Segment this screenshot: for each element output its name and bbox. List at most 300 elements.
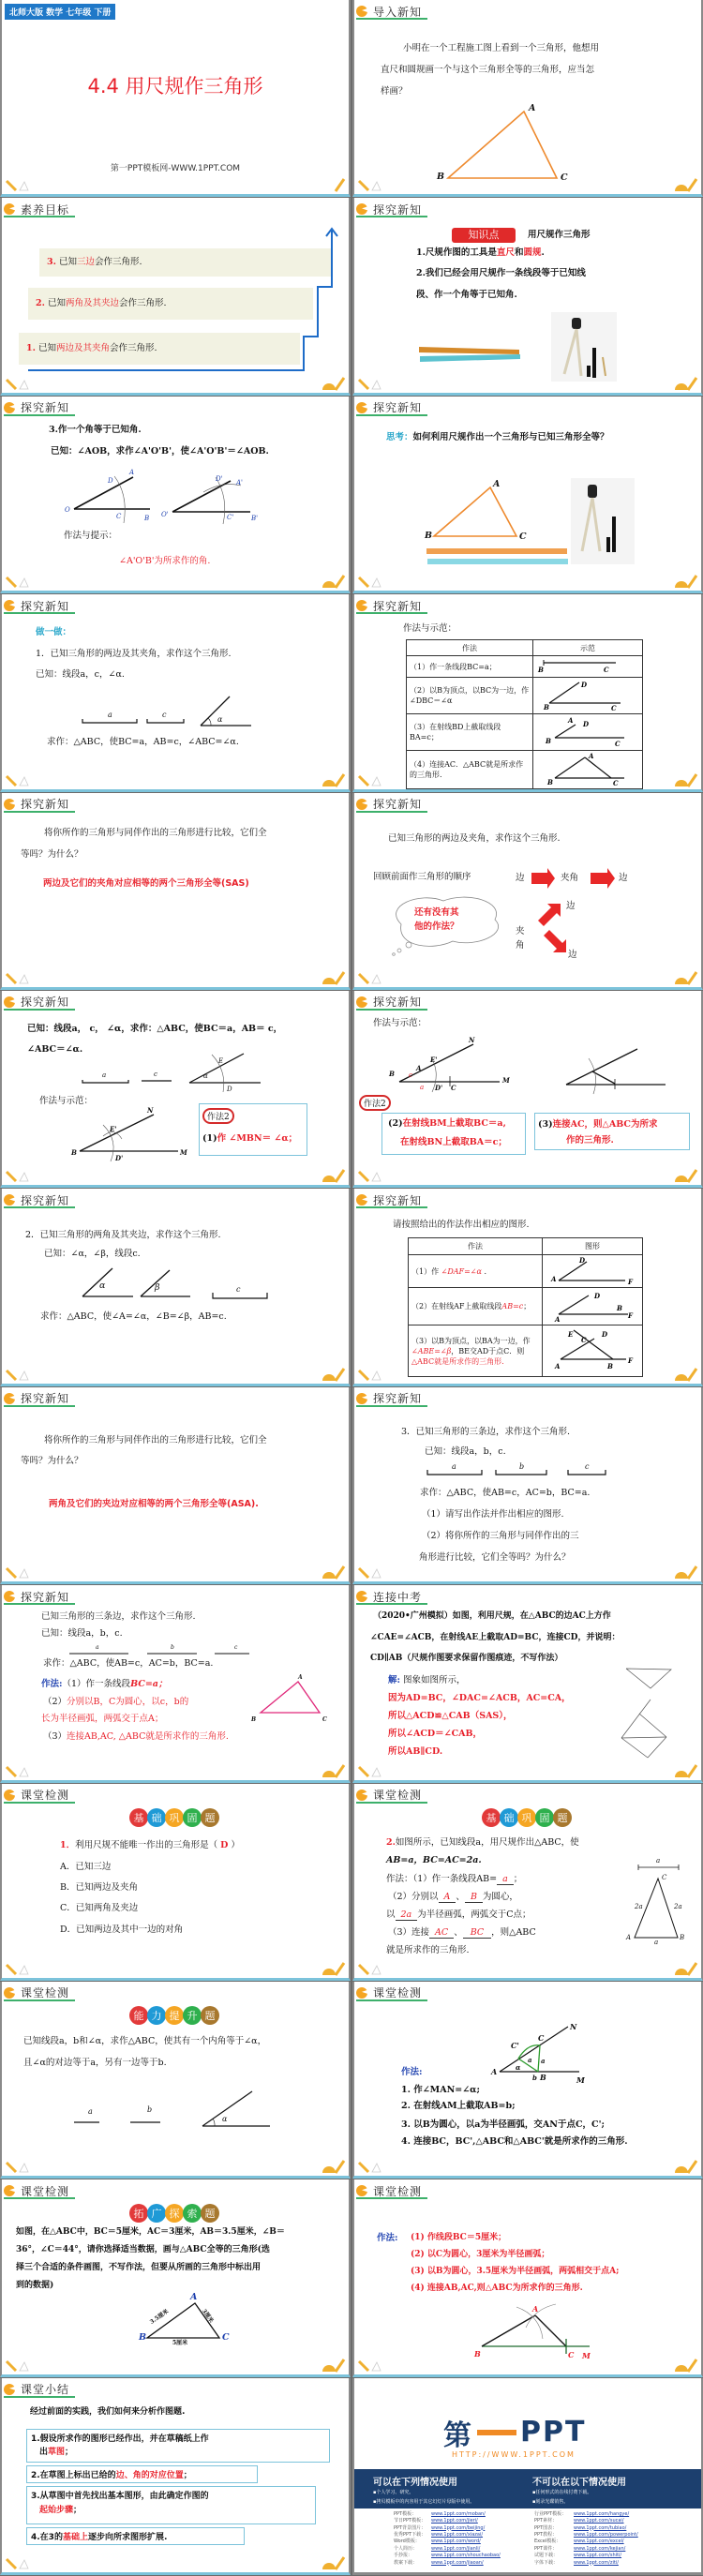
angle-label: α (222, 2114, 228, 2123)
section-header: 探究新知 (356, 798, 427, 813)
link-powerpoint[interactable]: www.1ppt.com/powerpoint/ (574, 2531, 638, 2538)
protractor-pencil-icon (321, 2555, 345, 2570)
point-label: B (389, 1069, 395, 1078)
point-label: B (144, 514, 150, 522)
fill-step-4: （3）连接 AC 、 BC ，则△ABC (388, 1926, 536, 1938)
pencil-pyramid-icon (358, 1369, 382, 1382)
svg-text:F: F (628, 1356, 633, 1366)
angle-label: α (217, 715, 223, 725)
asa-conclusion: 两角及它们的夹边对应相等的两个三角形全等(ASA). (49, 1498, 259, 1509)
figure-cell (543, 1325, 643, 1377)
solution-figure (354, 2179, 703, 2376)
svg-text:C: C (615, 740, 621, 749)
slide-sss-question[interactable] (352, 1387, 703, 1584)
slide-asa-conclusion[interactable] (0, 1387, 351, 1584)
pie-icon (356, 203, 367, 215)
extension-badge: 拓 广 探 索 题 (130, 2204, 219, 2223)
slide-method2-step1[interactable] (0, 991, 351, 1188)
point-label: C (451, 1083, 456, 1092)
link-tubiao[interactable]: www.1ppt.com/tubiao/ (574, 2524, 627, 2531)
point-label: A (190, 2292, 198, 2303)
point-label: D (108, 476, 113, 485)
segment-label: a (541, 2056, 546, 2065)
sub-question: 角形进行比较，它们全等吗？为什么？ (419, 1551, 571, 1563)
pencil-pyramid-icon (358, 1170, 382, 1183)
pencil-pyramid-icon (6, 179, 30, 192)
point-label: B (540, 2072, 546, 2082)
link-shouchaobao[interactable]: www.1ppt.com/shouchaobao/ (431, 2553, 501, 2559)
pencil-pyramid-icon (6, 2557, 30, 2570)
svg-text:D: D (583, 720, 590, 729)
link-jieri[interactable]: www.1ppt.com/jieri/ (431, 2518, 478, 2524)
point-label: A (529, 103, 536, 113)
links-left: PPT模板： www.1ppt.com/moban/ 节日PPT模板： www.1ppt.com/jieri/ PPT背景图片： www.1ppt.com/beijing/ 优秀PPT下载： www.1ppt.com/xiazai/ Word模板： www.1ppt.com/word/ 个人简历： www.1ppt.com/jianli/ 手抄报： www.1ppt.com/shouchaobao/ 教案下载： www.1ppt.com/jiaoan/ (394, 2510, 501, 2566)
task-text: 已知三角形的两边及夹角，求作这个三角形. (388, 832, 561, 844)
slide-quiz-ability[interactable] (0, 1982, 351, 2179)
svg-text:A: A (551, 1275, 557, 1284)
pencil-pyramid-icon (358, 378, 382, 391)
figure-cell (543, 1288, 643, 1325)
question-text: 已知三角形的三条边，求作这个三角形. (41, 1611, 196, 1623)
triangle-abc-figure (354, 0, 703, 197)
intro-text-line: 小明在一个工程施工图上看到一个三角形，他想用 (403, 43, 600, 53)
svg-text:C: C (581, 1336, 587, 1345)
task-text: 求作：△ABC，使AB=c，AC=b，BC=a. (420, 1487, 591, 1498)
segment-label: c (585, 1461, 590, 1471)
point-label: D' (216, 474, 223, 483)
point-label: A (493, 478, 501, 489)
lesson-title: 4.4 用尺规作三角形 (87, 75, 263, 97)
method-step: (2) 以C为圆心，3厘米为半径画弧； (411, 2250, 550, 2260)
problem-line: ∠CAE=∠ACB，在射线AE上截取AD=BC，连接CD，并说明： (370, 1633, 621, 1643)
protractor-pencil-icon (673, 2159, 697, 2174)
protractor-pencil-icon (321, 1961, 345, 1976)
method-step: (1) 作线段BC＝5厘米； (411, 2233, 507, 2243)
site-subtitle: 第一PPT模板网-WWW.1PPT.COM (110, 164, 241, 173)
section-header: 探究新知 (4, 1392, 75, 1407)
point-label: D' (435, 1083, 443, 1092)
segment-label: a (88, 2106, 93, 2116)
given-text: 已知：线段a，b，c. (41, 1628, 123, 1640)
point-label: M (502, 1075, 510, 1085)
link-sucai[interactable]: www.1ppt.com/sucai/ (574, 2518, 624, 2524)
link-word[interactable]: www.1ppt.com/word/ (431, 2539, 481, 2545)
section-header: 课堂检测 (4, 2184, 75, 2199)
figure-cell (543, 1255, 643, 1288)
can-use-item: ▪个人学习、研究。 (373, 2489, 414, 2495)
protractor-pencil-icon (321, 2358, 345, 2373)
quiz-question-cont: AB=a，BC=AC=2a. (386, 1854, 482, 1865)
slide-summary[interactable] (0, 2378, 351, 2575)
summary-item: 3.从草图中首先找出基本图形，由此确定作图的 起始步骤； (26, 2486, 316, 2524)
summary-item: 1.假设所求作的图形已经作出，并在草稿纸上作 出草图； (26, 2429, 330, 2463)
problem-line: 36°，∠C＝44°，请你选择适当数据，画与△ABC全等的三角形(选 (16, 2245, 270, 2255)
link-kejian[interactable]: www.1ppt.com/kejian/ (574, 2545, 626, 2552)
svg-text:B: B (617, 1303, 622, 1312)
svg-text:B: B (607, 1362, 613, 1371)
slide-asa-question[interactable] (0, 1189, 351, 1385)
method-table (406, 639, 643, 789)
link-excel[interactable]: www.1ppt.com/excel/ (574, 2539, 624, 2545)
link-ziti[interactable]: www.1ppt.com/ziti/ (574, 2559, 619, 2566)
point-label: N (469, 1035, 475, 1044)
point-label: B (680, 1933, 685, 1941)
demo-cell (533, 751, 643, 789)
link-jianli[interactable]: www.1ppt.com/jianli/ (431, 2545, 481, 2552)
method-cell: （1）作 ∠DAF=∠α . (409, 1255, 543, 1288)
pencil-pyramid-icon (6, 2161, 30, 2174)
point-label: O' (161, 510, 169, 518)
triangle-rulers-figure (354, 397, 703, 593)
intro-text-line: 直尺和圆规画一个与这个三角形全等的三角形，应当怎 (381, 65, 595, 75)
point-label: C (561, 172, 568, 183)
step-1: 作法:（1）作一条线段BC=a； (41, 1679, 168, 1690)
step-title: 3.作一个角等于已知角. (49, 424, 142, 435)
point-label: A (416, 1063, 422, 1072)
pencil-pyramid-icon (6, 1963, 30, 1976)
point-label: C (662, 1873, 667, 1881)
pencil-pyramid-icon (358, 2161, 382, 2174)
section-header: 探究新知 (356, 401, 427, 416)
quiz-question: 2.如图所示，已知线段a，用尺规作出△ABC，使 (386, 1836, 579, 1848)
slide-sss-method[interactable] (0, 1585, 351, 1782)
col-header: 作法 (409, 1238, 543, 1255)
link-jiaoan[interactable]: www.1ppt.com/jiaoan/ (431, 2559, 484, 2566)
solution-line: 所以AB∥CD. (388, 1746, 443, 1758)
pie-icon (356, 1194, 367, 1206)
point-label: A (298, 1674, 303, 1682)
task-text: 求作：△ABC，使∠A=∠α，∠B=∠β，AB=c. (40, 1311, 227, 1323)
slide-asa-method-table[interactable] (352, 1189, 703, 1385)
segment-label: a (656, 1856, 661, 1865)
col-header: 作法 (407, 640, 533, 656)
edition-badge: 北师大版 数学 七年级 下册 (5, 4, 115, 20)
question-text: 2．已知三角形的两角及其夹边，求作这个三角形. (25, 1230, 221, 1241)
link-hangye[interactable]: www.1ppt.com/hangye/ (574, 2510, 630, 2517)
protractor-pencil-icon (321, 1168, 345, 1183)
solution-intro: 解: 图象如图所示， (388, 1675, 466, 1686)
method-step: 2. 在射线AM上截取AB=b; (401, 2100, 516, 2111)
point-label: C (538, 2032, 545, 2043)
svg-text:B: B (547, 778, 553, 787)
protractor-pencil-icon (673, 177, 697, 192)
pencil-pyramid-icon (358, 179, 382, 192)
link-xiazai[interactable]: www.1ppt.com/xiazai/ (431, 2531, 484, 2538)
svg-text:B: B (546, 737, 551, 746)
step-2-line2: 长为半径画弧，两弧交于点A； (41, 1714, 164, 1725)
svg-text:A: A (555, 1314, 561, 1324)
slide-sas-method-table[interactable] (352, 594, 703, 791)
protractor-pencil-icon (673, 1763, 697, 1778)
basic-badge: 基 础 巩 固 题 (483, 1808, 572, 1827)
slide-intro[interactable] (352, 0, 703, 197)
pie-icon (4, 799, 15, 810)
intro-label: 作法与示范： (39, 1095, 94, 1106)
knowledge-tag: 知识点 (452, 228, 516, 243)
section-header: 导入新知 (356, 5, 427, 20)
protractor-pencil-icon (673, 1168, 697, 1183)
quiz-option[interactable]: D．已知两边及其中一边的对角 (60, 1924, 184, 1935)
point-label: D' (115, 1153, 124, 1162)
given-text: 已知：线段a，c，∠α. (36, 669, 125, 681)
section-header: 连接中考 (356, 1590, 427, 1605)
protractor-pencil-icon (321, 970, 345, 985)
segment-label: a (102, 1071, 107, 1079)
segment-label: c (162, 711, 167, 720)
point-label: M (576, 2074, 585, 2085)
pencil-pyramid-icon (6, 378, 30, 391)
slide-method2-steps[interactable] (352, 991, 703, 1188)
point-2-cont: 段、作一个角等于已知角. (416, 290, 517, 301)
segment-label: b (519, 1461, 525, 1471)
ability-badge: 能 力 提 升 题 (130, 2006, 219, 2025)
result-text: ∠A'O'B'为所求作的角. (119, 555, 211, 566)
step-3: （3）连接AB,AC, △ABC就是所求作的三角形. (43, 1731, 229, 1743)
basic-badge: 基 础 巩 固 题 (130, 1808, 219, 1827)
slide-exam-link[interactable] (352, 1585, 703, 1782)
goal-item: 3. 已知三边会作三角形. (39, 248, 332, 277)
links-right: 行业PPT模板： www.1ppt.com/hangye/ PPT素材： www.1ppt.com/sucai/ PPT图表： www.1ppt.com/tubiao/ PPT教程： www.1ppt.com/powerpoint/ Excel模板： www.1ppt.com/excel/ PPT课件： www.1ppt.com/kejian/ 试题下载： www.1ppt.com/shiti/ 字体下载： www.1ppt.com/ziti/ (534, 2510, 638, 2566)
red-arrows (354, 793, 703, 990)
branch-end: 边 (566, 900, 576, 911)
segment-label: c (154, 1070, 157, 1078)
pencil-pyramid-icon (6, 1170, 30, 1183)
usage-banner (354, 2469, 701, 2509)
segment-label: b (532, 2073, 537, 2082)
slide-title[interactable] (0, 0, 351, 197)
problem-line: 如图，在△ABC中，BC＝5厘米，AC＝3厘米，AB＝3.5厘米，∠B＝ (16, 2227, 285, 2238)
sas-conclusion: 两边及它们的夹角对应相等的两个三角形全等(SAS) (43, 877, 249, 889)
point-label: C (322, 1716, 327, 1724)
method-step: (3) 以B为圆心，3.5厘米为半径画弧，两弧相交于点A; (411, 2267, 620, 2277)
point-label: C (568, 2350, 575, 2360)
segment-label: b (171, 1644, 174, 1652)
segment-label: 2a (674, 1902, 682, 1910)
review-text: 回顾前面作三角形的顺序 (373, 871, 471, 882)
point-label: A (491, 2066, 498, 2076)
pencil-pyramid-icon (6, 2359, 30, 2373)
segment-label: c (234, 1644, 238, 1652)
side-length: 3厘米 (200, 2308, 215, 2325)
point-label: B (425, 530, 433, 541)
branch-start: 角 (516, 939, 525, 951)
fill-step-2: （2）分别以 A 、 B 为圆心， (388, 1891, 518, 1902)
ssa-construction-figure (354, 1982, 703, 2179)
angle-label: α (203, 1071, 208, 1080)
quiz-option[interactable]: B．已知两边及夹角 (60, 1881, 138, 1893)
given-text: ∠ABC＝∠α. (27, 1043, 83, 1055)
side-length: 5厘米 (172, 2340, 188, 2347)
point-label: C' (511, 2040, 519, 2050)
col-header: 图形 (543, 1238, 643, 1255)
slide-review-order[interactable] (352, 793, 703, 990)
task-text: 求作：△ABC，使BC=a，AB=c，∠ABC=∠α. (47, 737, 239, 748)
can-use-item: ▪拷贝模板中的内容用于其它幻灯片母版中使用。 (373, 2498, 475, 2505)
point-label: A' (236, 478, 243, 487)
intro-text-line: 样画？ (381, 86, 408, 97)
protractor-pencil-icon (673, 574, 697, 589)
quiz-option[interactable]: A．已知三边 (60, 1861, 112, 1872)
angle-label: β (155, 1282, 160, 1294)
sequence-step: 边 (516, 872, 525, 883)
stair-arrow-icon (2, 198, 351, 395)
problem-line: 到的数据) (16, 2281, 54, 2291)
protractor-pencil-icon (321, 177, 345, 192)
point-label: B (474, 2349, 481, 2359)
problem-line: CD∥AB（尺规作图要求保留作图痕迹，不写作法） (370, 1654, 563, 1664)
svg-text:E: E (568, 1330, 574, 1340)
logo-1ppt: 第 PPT (443, 2416, 587, 2452)
slide-extension-solution[interactable] (352, 2179, 703, 2376)
branch-end: 边 (568, 949, 577, 960)
slide-quiz-basic-2[interactable] (352, 1784, 703, 1981)
point-label: C (519, 531, 527, 542)
pie-icon (356, 600, 367, 611)
section-header: 探究新知 (356, 996, 427, 1011)
section-header: 课堂检测 (356, 1986, 427, 2001)
point-label: A (532, 2304, 539, 2314)
method-cell: （4）连接AC．△ABC就是所求作的三角形. (407, 751, 533, 789)
segment-label: a (108, 711, 112, 720)
sequence-step: 夹角 (561, 872, 579, 883)
question-line: 等吗？为什么？ (21, 1455, 83, 1466)
segment-label: a (654, 1938, 659, 1946)
link-moban[interactable]: www.1ppt.com/moban/ (431, 2510, 486, 2517)
slide-end-1ppt[interactable] (352, 2378, 703, 2575)
pencil-pyramid-icon (358, 576, 382, 589)
method-table (408, 1237, 643, 1377)
can-use-title: 可以在下列情况使用 (373, 2477, 457, 2488)
segment-label: b (147, 2104, 153, 2114)
svg-text:D: D (602, 1330, 608, 1340)
section-header: 探究新知 (356, 599, 427, 614)
point-2: 2.我们已经会用尺规作一条线段等于已知线 (416, 268, 586, 279)
step-2-line1: (2)在射线BM上截取BC＝a, (388, 1117, 506, 1129)
quiz-question: 1．利用尺规不能唯一作出的三角形是（ D ） (60, 1839, 240, 1850)
point-label: B' (251, 514, 259, 522)
section-header: 探究新知 (4, 599, 75, 614)
protractor-pencil-icon (321, 2159, 345, 2174)
slide-sas-conclusion[interactable] (0, 793, 351, 990)
knowledge-title: 用尺规作三角形 (528, 230, 591, 241)
point-label: E (218, 1056, 224, 1065)
branch-start: 夹 (516, 925, 525, 936)
isoceles-triangle-figure (354, 1784, 703, 1981)
protractor-pencil-icon (673, 1367, 697, 1382)
segment-label: c (409, 1071, 412, 1079)
slide-think[interactable] (352, 397, 703, 593)
pencil-pyramid-icon (6, 1765, 30, 1778)
question-text: 3．已知三角形的三条边，求作这个三角形. (401, 1426, 571, 1437)
pencil-pyramid-icon (358, 2359, 382, 2373)
angle-label: α (99, 1281, 106, 1292)
slide-ability-solution[interactable] (352, 1982, 703, 2179)
pencil-pyramid-icon (6, 774, 30, 787)
step-1: (1)作 ∠MBN＝ ∠α； (202, 1132, 298, 1144)
slide-do-it[interactable] (0, 594, 351, 791)
method2-cloud-tag: 作法2 (202, 1108, 234, 1124)
demo-cell (533, 714, 643, 751)
step-3-line2: 作的三角形. (566, 1134, 614, 1146)
bubble-text: 还有没有其 (414, 906, 459, 918)
method-step: 4. 连接BC，BC',△ABC和△ABC'就是所求作的三角形. (401, 2135, 628, 2147)
cannot-use-item: ▪刻录光碟销售。 (532, 2498, 569, 2505)
pencil-pyramid-icon (358, 1566, 382, 1580)
given-figure (2, 1982, 351, 2179)
task-text: 求作：△ABC，使AB=c，AC=b，BC=a. (43, 1658, 214, 1670)
method-cell: （1）作一条线段BC=a； (407, 656, 533, 678)
protractor-pencil-icon (321, 1367, 345, 1382)
segment-label: a (96, 1644, 99, 1652)
quiz-option[interactable]: C．已知两角及夹边 (60, 1902, 139, 1913)
goal-item: 1. 已知两边及其夹角会作三角形. (19, 333, 300, 365)
step-2-line1: （2）分别以B，C为圆心，以c，b的 (43, 1697, 189, 1708)
cannot-use-item: ▪任何形式的在线付费下载。 (532, 2489, 592, 2495)
section-header: 课堂小结 (4, 2383, 75, 2398)
slide-copy-angle[interactable] (0, 397, 351, 593)
point-label: B (437, 172, 445, 182)
protractor-pencil-icon (321, 574, 345, 589)
segments-angle-figure (2, 594, 351, 791)
protractor-pencil-icon (673, 1565, 697, 1580)
point-label: E' (430, 1055, 438, 1064)
point-label: N (147, 1105, 154, 1115)
slide-quiz-extension[interactable] (0, 2179, 351, 2376)
slide-quiz-basic-1[interactable] (0, 1784, 351, 1981)
pencil-pyramid-icon (6, 576, 30, 589)
step-3-line1: (3)连接AC，则△ABC为所求 (538, 1118, 658, 1130)
slide-goals[interactable] (0, 198, 351, 395)
point-label: B (71, 1147, 77, 1157)
bubble-text: 他的作法？ (414, 921, 459, 932)
cannot-use-title: 不可以在以下情况使用 (532, 2477, 626, 2488)
section-header: 探究新知 (4, 401, 75, 416)
section-header: 课堂检测 (356, 2184, 427, 2199)
construction-figures (354, 991, 703, 1188)
fill-step-3: 以 2a 为半径画弧，两弧交于C点； (386, 1909, 531, 1920)
svg-text:D: D (581, 681, 588, 690)
method-label: 作法: (401, 2066, 423, 2077)
intro-label: 作法与示范： (373, 1017, 427, 1028)
sub-question: （1）请写出作法并作出相应的图形. (422, 1508, 564, 1520)
section-header: 课堂检测 (4, 1789, 75, 1804)
slide-knowledge[interactable] (352, 198, 703, 395)
think-question: 思考：如何利用尺规作出一个三角形与已知三角形全等？ (386, 431, 609, 442)
protractor-pencil-icon (673, 2358, 697, 2373)
point-label: E' (110, 1124, 117, 1133)
compass-image (551, 312, 617, 382)
link-beijing[interactable]: www.1ppt.com/beijing/ (431, 2524, 486, 2531)
question-line: 等吗？为什么？ (21, 848, 83, 860)
pencil-pyramid-icon (358, 1963, 382, 1976)
problem-line: 且∠α的对边等于a，另有一边等于b. (23, 2057, 167, 2068)
goal-item: 2. 已知两角及其夹边会作三角形. (28, 288, 313, 320)
svg-text:B: B (544, 703, 549, 712)
step-2-line2: 在射线BN上截取BA＝c； (400, 1136, 507, 1147)
method-step: 1. 作∠MAN=∠α; (401, 2084, 480, 2095)
svg-text:B: B (538, 666, 544, 675)
protractor-pencil-icon (673, 772, 697, 787)
question-line: 将你所作的三角形与同伴作出的三角形进行比较，它们全 (44, 827, 267, 838)
section-header: 课堂检测 (4, 1986, 75, 2001)
link-shiti[interactable]: www.1ppt.com/shiti/ (574, 2553, 622, 2559)
segment-label: 2a (635, 1902, 643, 1910)
protractor-pencil-icon (321, 1565, 345, 1580)
point-label: N (570, 2021, 577, 2031)
method-step: 3. 以B为圆心，以a为半径画弧，交AN于点C，C'; (401, 2119, 606, 2130)
intro-label: 作法与示范： (403, 623, 457, 635)
protractor-pencil-icon (673, 970, 697, 985)
